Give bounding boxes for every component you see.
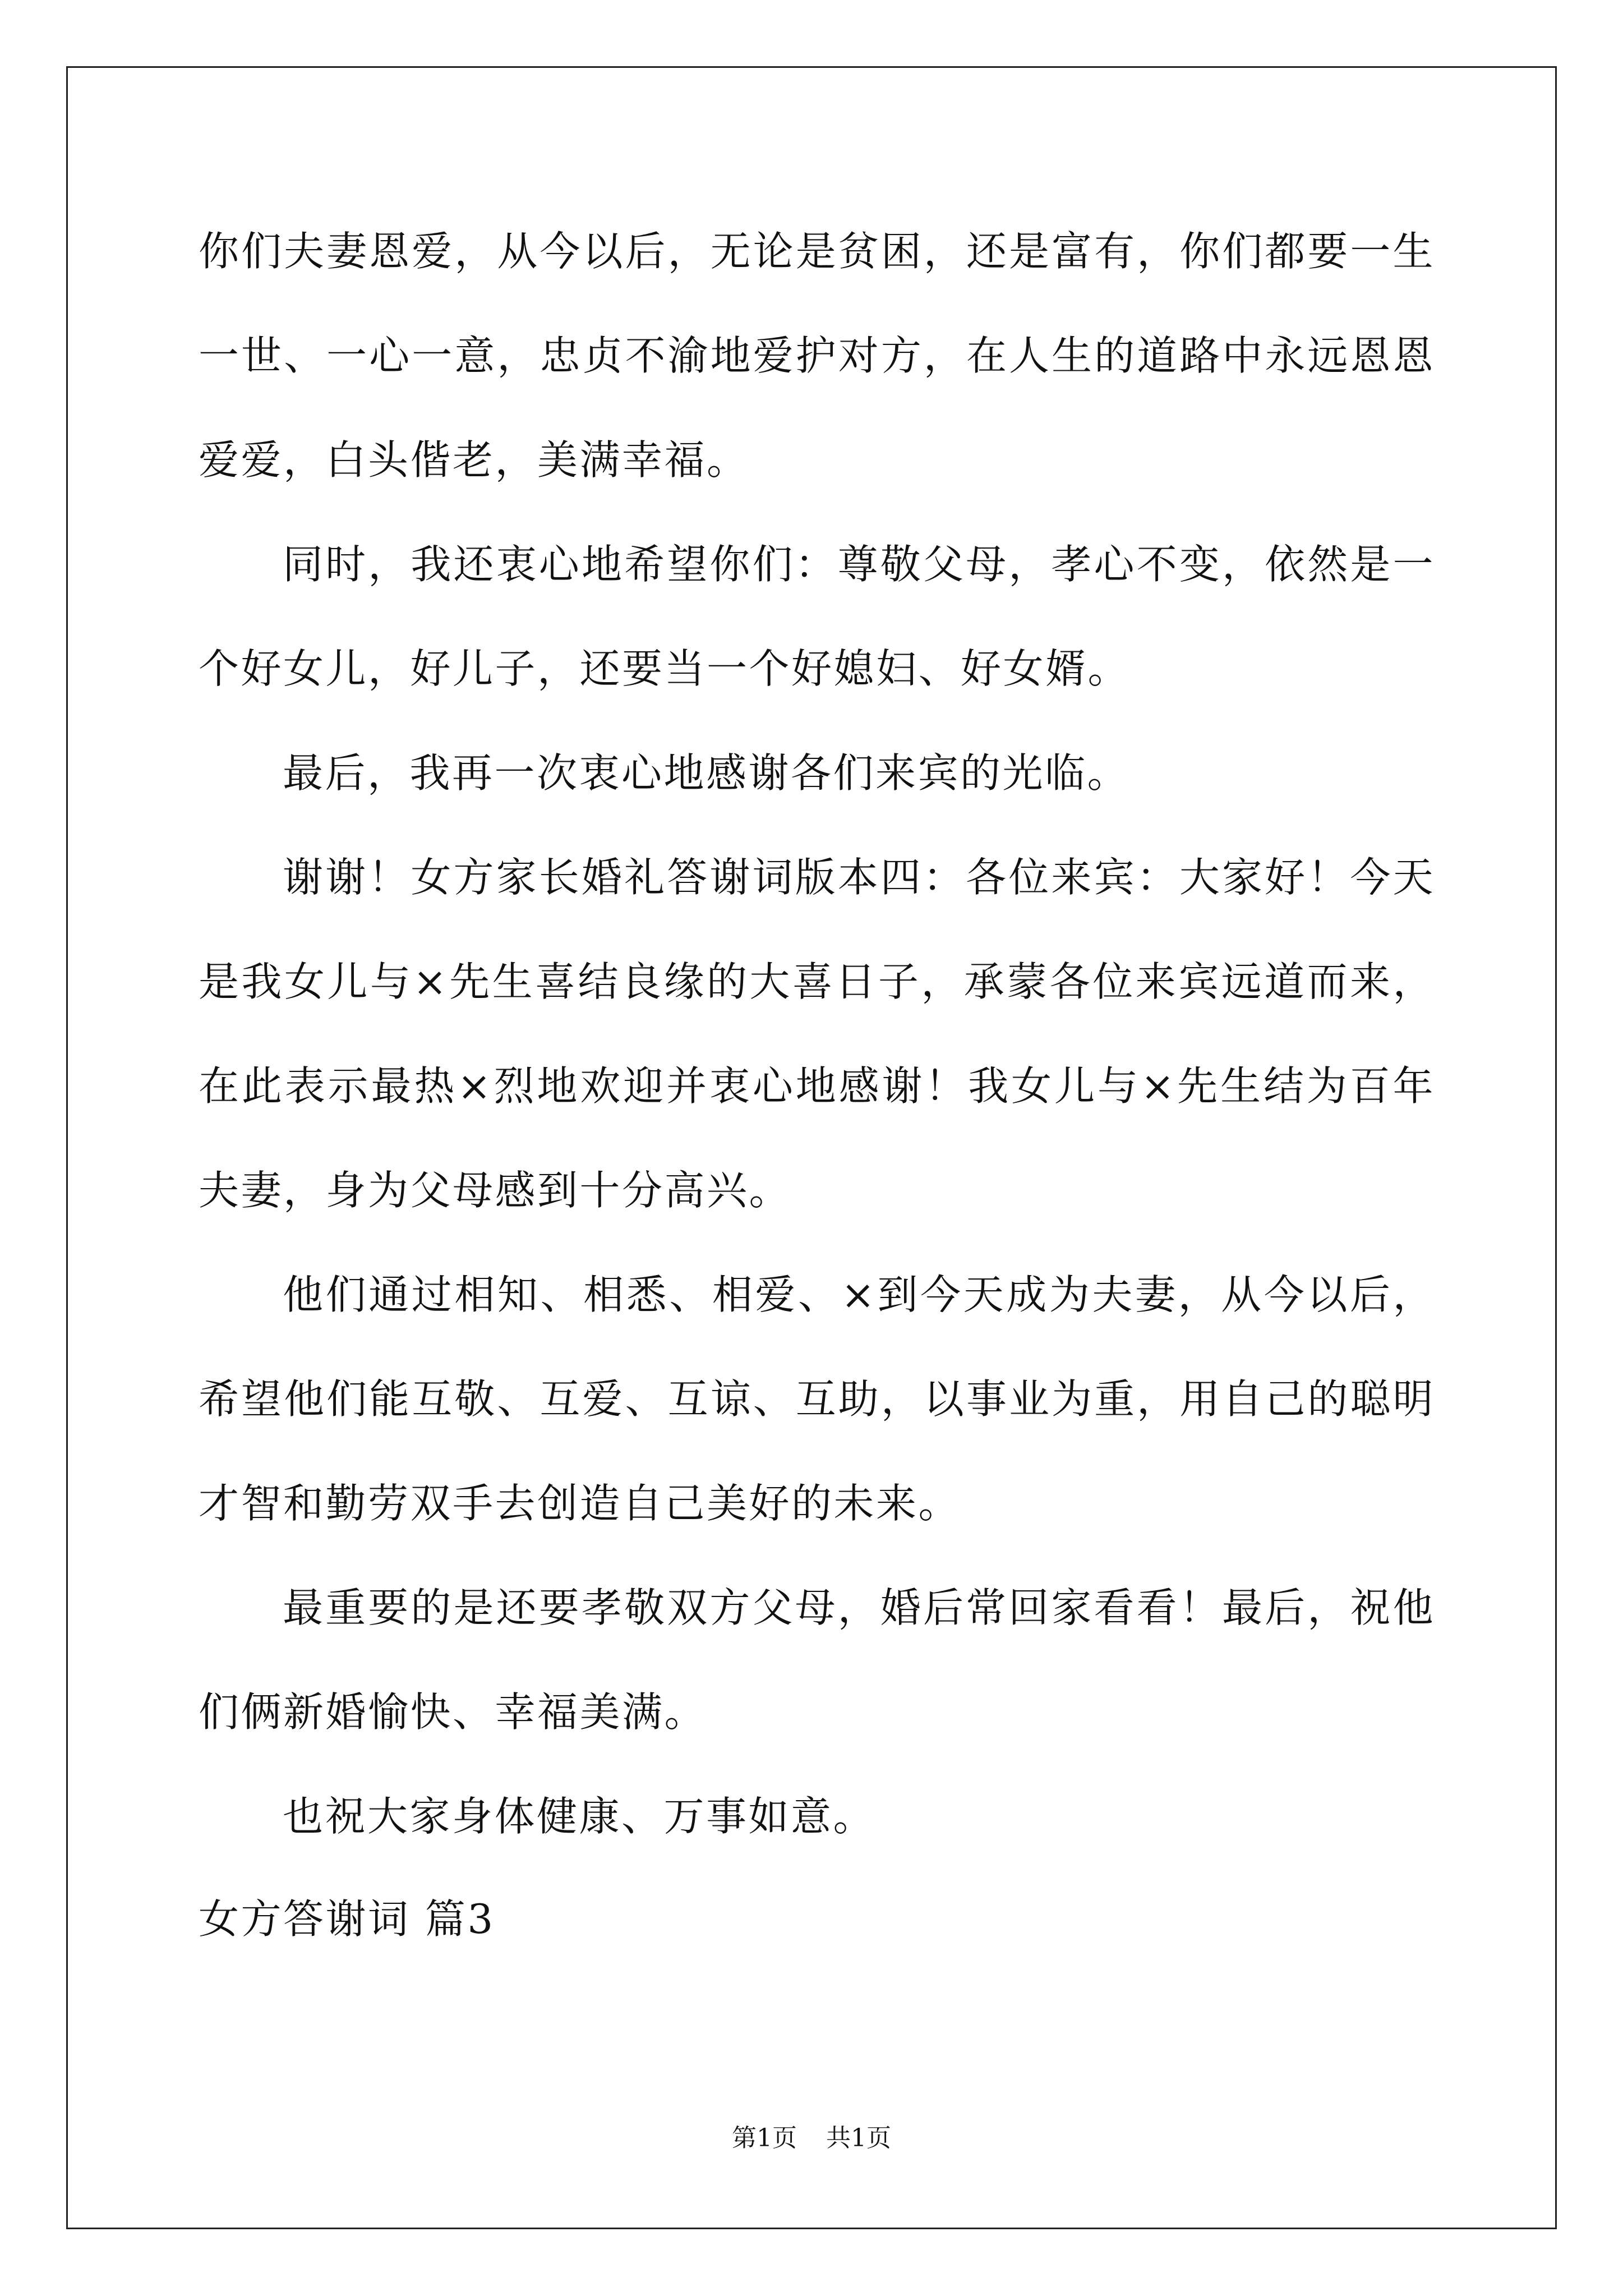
- page-total: 共1页: [826, 2124, 891, 2152]
- paragraph-4: 谢谢！女方家长婚礼答谢词版本四：各位来宾：大家好！今天是我女儿与×先生喜结良缘的大喜日子，承蒙各位来宾远道而来，在此表示最热×烈地欢迎并衷心地感谢！我女儿与×先生结为百年夫妻，身为父母感到十分高兴。: [199, 854, 1435, 1214]
- paragraph-7: 也祝大家身体健康、万事如意。: [283, 1793, 876, 1840]
- paragraph-2: 同时，我还衷心地希望你们：尊敬父母，孝心不变，依然是一个好女儿，好儿子，还要当一个好媳妇、好女婿。: [199, 541, 1435, 692]
- page-footer: [0, 2122, 1623, 2155]
- paragraph-3: 最后，我再一次衷心地感谢各们来宾的光临。: [283, 749, 1130, 797]
- paragraph-6: 最重要的是还要孝敬双方父母，婚后常回家看看！最后，祝他们俩新婚愉快、幸福美满。: [199, 1584, 1435, 1736]
- paragraph-5: 他们通过相知、相悉、相爱、×到今天成为夫妻，从今以后，希望他们能互敬、互爱、互谅、互助，以事业为重，用自己的聪明才智和勤劳双手去创造自己美好的未来。: [199, 1271, 1435, 1527]
- section-heading: 女方答谢词 篇3: [199, 1895, 495, 1943]
- paragraph-1: 你们夫妻恩爱，从今以后，无论是贫困，还是富有，你们都要一生一世、一心一意，忠贞不渝地爱护对方，在人生的道路中永远恩恩爱爱，白头偕老，美满幸福。: [199, 228, 1435, 484]
- document-body: [199, 199, 1435, 1970]
- page-number: 第1页: [732, 2124, 797, 2152]
